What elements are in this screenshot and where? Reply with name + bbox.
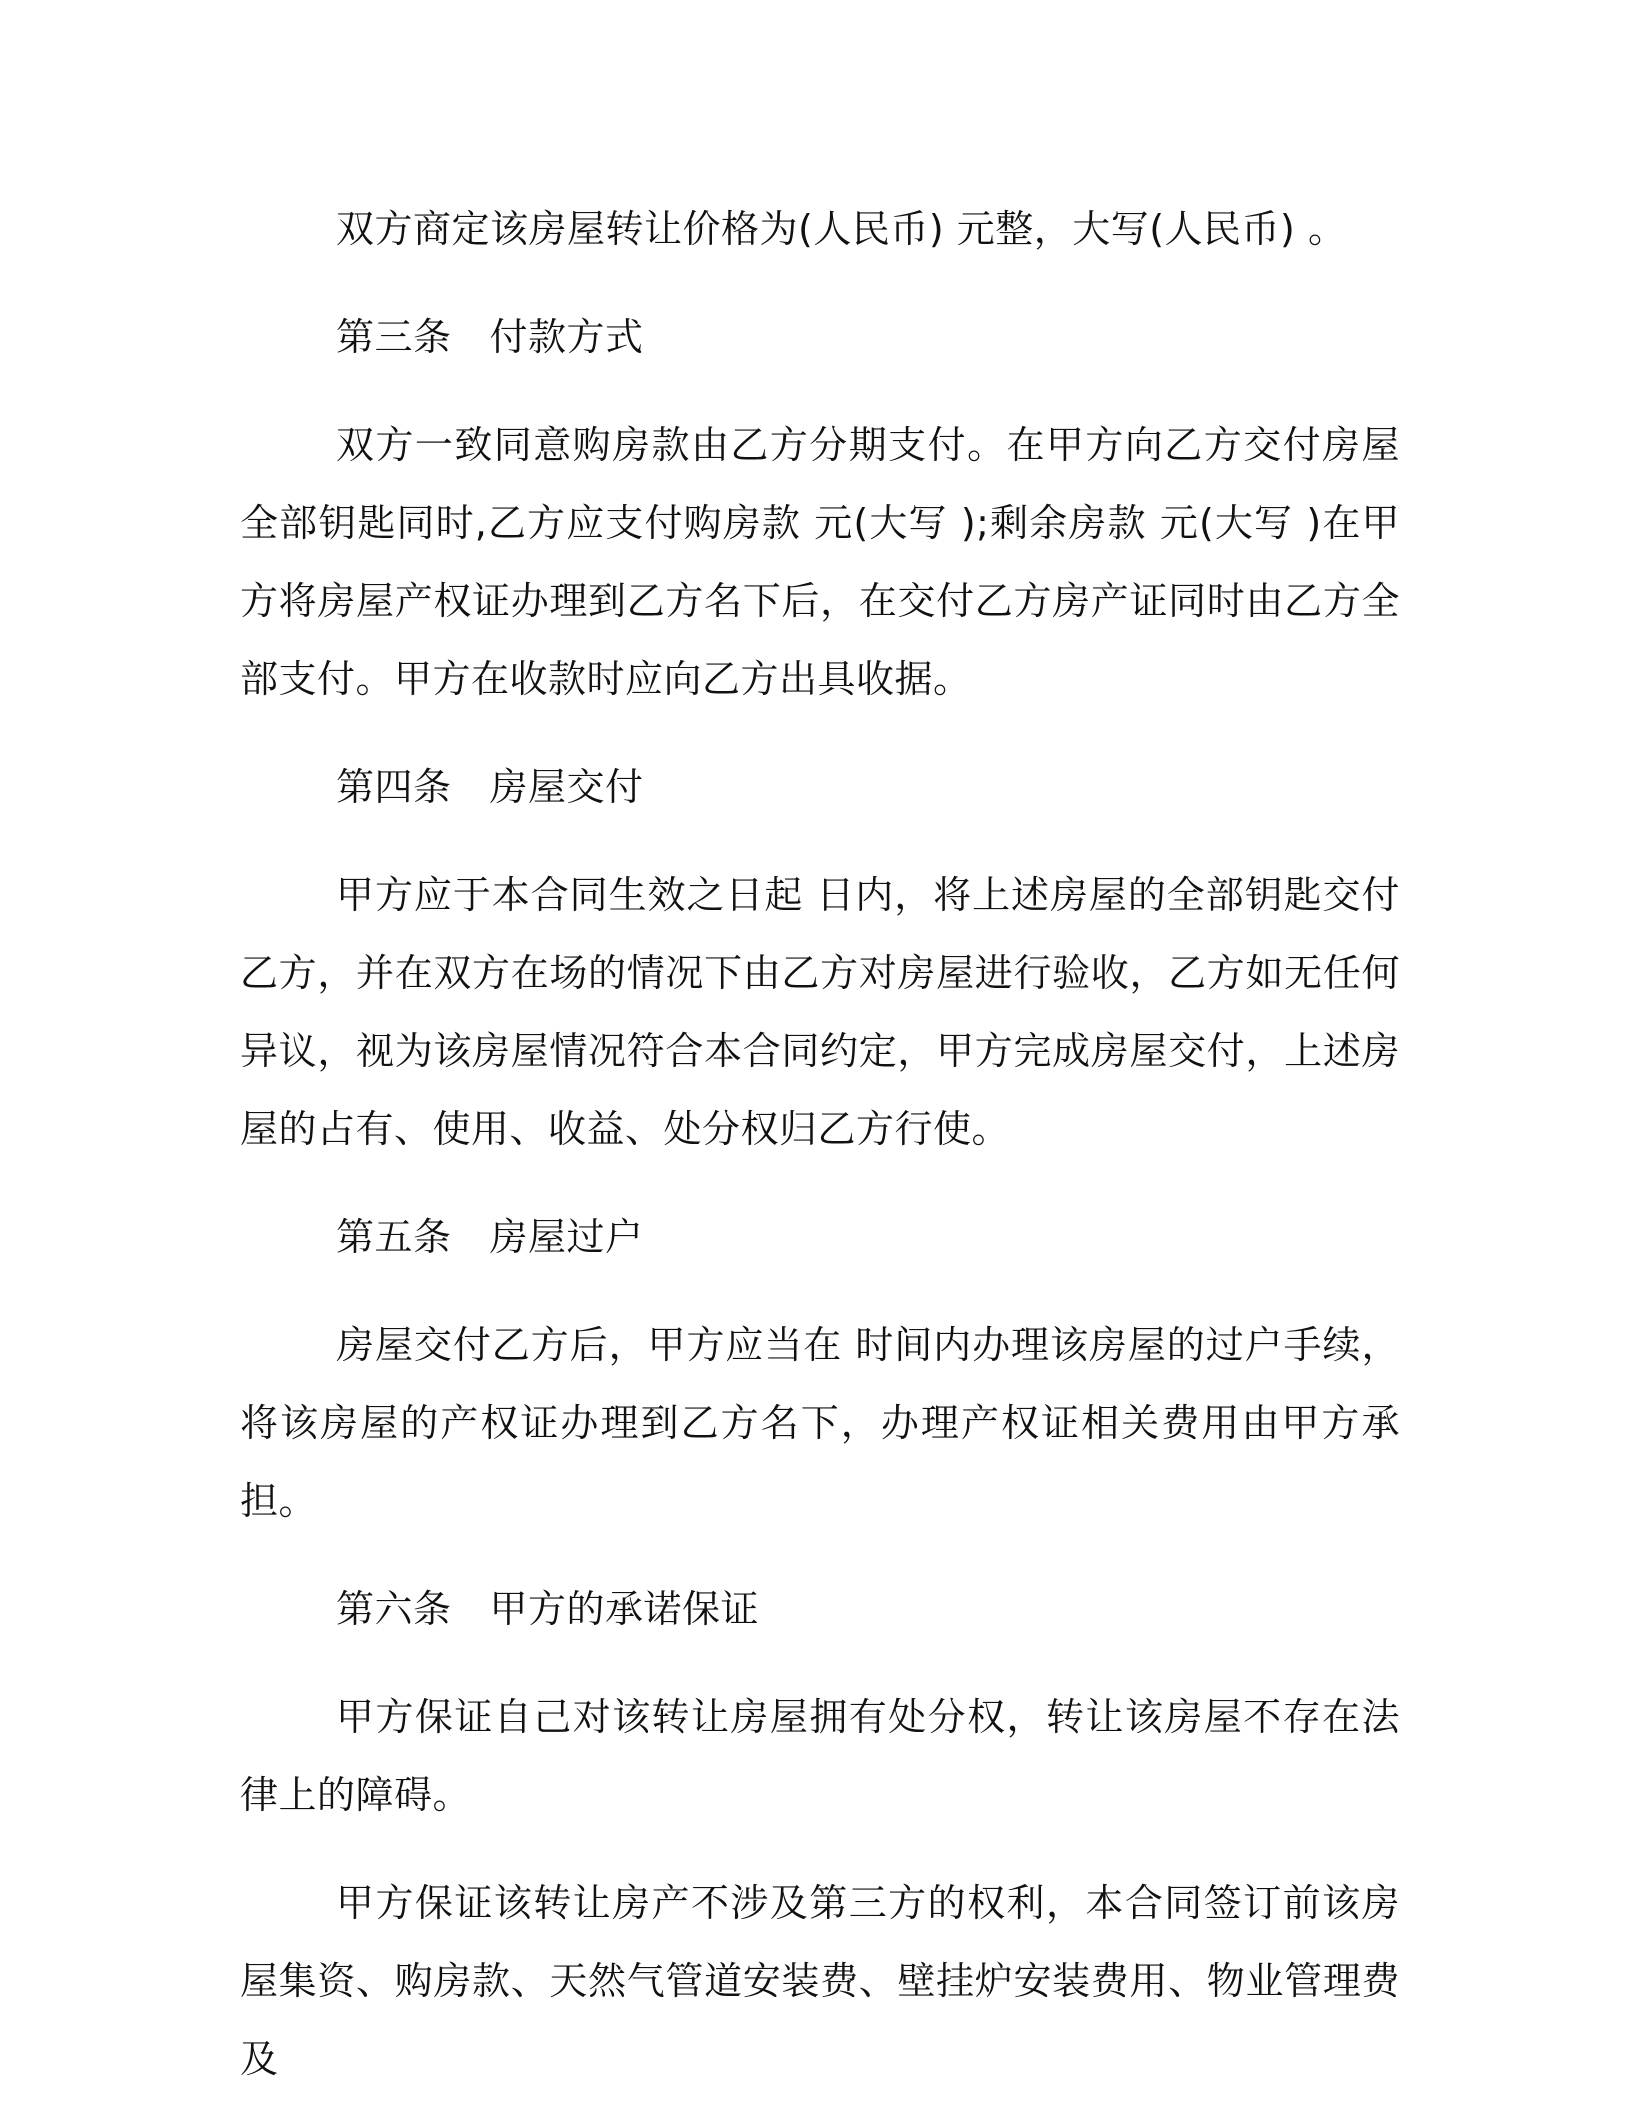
spacer (240, 1540, 1400, 1570)
heading-article-6 (240, 1570, 1400, 1648)
paragraph-payment: 双方一致同意购房款由乙方分期支付。在甲方向乙方交付房屋全部钥匙同时,乙方应支付购房款 元(大写 );剩余房款 元(大写 )在甲方将房屋产权证办理到乙方名下后，在交付乙方房产证同时由乙方全部支付。甲方在收款时应向乙方出具收据。 (240, 423, 1400, 701)
spacer (240, 718, 1400, 748)
article-title: 甲方的承诺保证 (489, 1587, 760, 1631)
article-number: 第五条 (336, 1215, 452, 1259)
spacer (240, 1276, 1400, 1306)
paragraph-guarantee-1: 甲方保证自己对该转让房屋拥有处分权，转让该房屋不存在法律上的障碍。 (240, 1695, 1400, 1817)
paragraph-price: 双方商定该房屋转让价格为(人民币) 元整，大写(人民币) 。 (336, 207, 1347, 251)
spacer (240, 1834, 1400, 1864)
article-title: 付款方式 (489, 315, 644, 359)
spacer (240, 268, 1400, 298)
heading-article-4 (240, 748, 1400, 826)
article-number: 第三条 (336, 315, 452, 359)
article-number: 第六条 (336, 1587, 452, 1631)
article-title: 房屋交付 (489, 765, 644, 809)
heading-article-3 (240, 298, 1400, 376)
document-body (240, 190, 1400, 2098)
paragraph-guarantee-2: 甲方保证该转让房产不涉及第三方的权利，本合同签订前该房屋集资、购房款、天然气管道安装费、壁挂炉安装费用、物业管理费及 (240, 1881, 1400, 2081)
paragraph-transfer: 房屋交付乙方后，甲方应当在 时间内办理该房屋的过户手续，将该房屋的产权证办理到乙方名下，办理产权证相关费用由甲方承担。 (240, 1323, 1400, 1523)
spacer (240, 376, 1400, 406)
spacer (240, 1648, 1400, 1678)
spacer (240, 826, 1400, 856)
article-title: 房屋过户 (489, 1215, 644, 1259)
spacer (240, 1168, 1400, 1198)
article-number: 第四条 (336, 765, 452, 809)
heading-article-5 (240, 1198, 1400, 1276)
paragraph-delivery: 甲方应于本合同生效之日起 日内，将上述房屋的全部钥匙交付乙方，并在双方在场的情况下由乙方对房屋进行验收，乙方如无任何异议，视为该房屋情况符合本合同约定，甲方完成房屋交付，上述房屋的占有、使用、收益、处分权归乙方行使。 (240, 873, 1400, 1151)
